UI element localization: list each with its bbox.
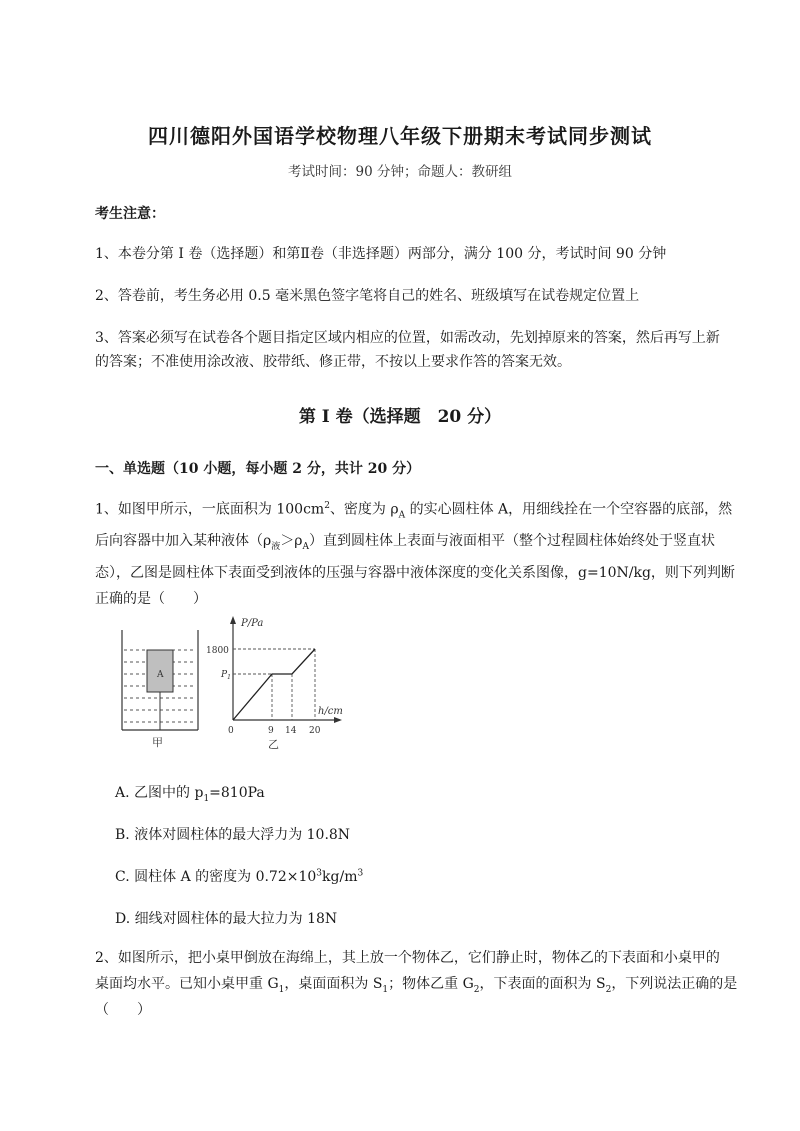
- exam-info: 考试时间：90 分钟；命题人：教研组: [288, 164, 512, 180]
- question-2-line-3: （ ）: [95, 1002, 151, 1018]
- container-diagram: [122, 630, 198, 749]
- x-tick-9: 9: [268, 726, 274, 736]
- option-c[interactable]: C. 圆柱体 A 的密度为 $0.72\times 10^3kg/m^3$: [115, 868, 364, 885]
- yi-caption: 乙: [268, 738, 279, 751]
- document-title: 四川德阳外国语学校物理八年级下册期末考试同步测试: [148, 124, 652, 148]
- jia-caption: 甲: [152, 736, 163, 749]
- question-2-line-2: 桌面均水平。已知小桌甲重 $G_1$，桌面面积为 $S_1$；物体乙重 $G_2$，下表面的面积为 $S_2$，下列说法正确的是: [95, 976, 738, 995]
- question-1-figure: [110, 612, 360, 752]
- cylinder-a-label: A: [157, 670, 164, 680]
- notice-item-1: 1、本卷分第 I 卷（选择题）和第Ⅱ卷（非选择题）两部分，满分 100 分，考试时间 90 分钟: [95, 246, 667, 262]
- notice-item-3: 3、答案必须写在试卷各个题目指定区域内相应的位置，如需改动，先划掉原来的答案，然后再写上新的答案；不准使用涂改液、胶带纸、修正带，不按以上要求作答的答案无效。: [95, 330, 720, 370]
- x-tick-14: 14: [285, 726, 297, 736]
- question-1-stem: 1、如图甲所示，一底面积为 $100cm^2$、密度为 $\rho_A$ 的实心圆柱体 A，用细线拴在一个空容器的底部，然后向容器中加入某种液体$(\rho_液>\rho_A)$直到圆柱体上表面与液面相平（整个过程圆柱体始终处于竖直状态），乙图是圆柱体下表面受到液体的压强与容器中液体深度的变化关系图像，g=10N/kg，则下列判断正确的是（ ）: [95, 501, 735, 608]
- notice-item-2: 2、答卷前，考生务必用 0.5 毫米黑色签字笔将自己的姓名、班级填写在试卷规定位置上: [95, 288, 640, 304]
- section-title: 第 I 卷（选择题 20 分）: [298, 407, 502, 427]
- x-tick-20: 20: [309, 726, 321, 736]
- y-axis-label: P/Pa: [241, 618, 264, 629]
- notice-heading: 考生注意：: [95, 206, 165, 222]
- option-b[interactable]: B. 液体对圆柱体的最大浮力为 10.8N: [115, 827, 351, 843]
- pressure-depth-graph: [206, 616, 343, 751]
- option-a[interactable]: A. 乙图中的 $p_1=810Pa$: [115, 785, 265, 804]
- option-d[interactable]: D. 细线对圆柱体的最大拉力为 18N: [115, 911, 338, 927]
- x-axis-label: h/cm: [318, 706, 343, 717]
- pressure-curve: [233, 649, 315, 720]
- y-tick-p1: $P_1$: [221, 670, 231, 681]
- y-tick-1800: 1800: [206, 646, 229, 656]
- y-axis-arrow: [230, 616, 236, 624]
- origin-label: 0: [228, 726, 234, 736]
- question-2-line-1: 2、如图所示，把小桌甲倒放在海绵上，其上放一个物体乙，它们静止时，物体乙的下表面和小桌甲的: [95, 950, 720, 966]
- part-heading: 一、单选题（10 小题，每小题 2 分，共计 20 分）: [95, 461, 421, 477]
- x-axis-arrow: [334, 717, 342, 723]
